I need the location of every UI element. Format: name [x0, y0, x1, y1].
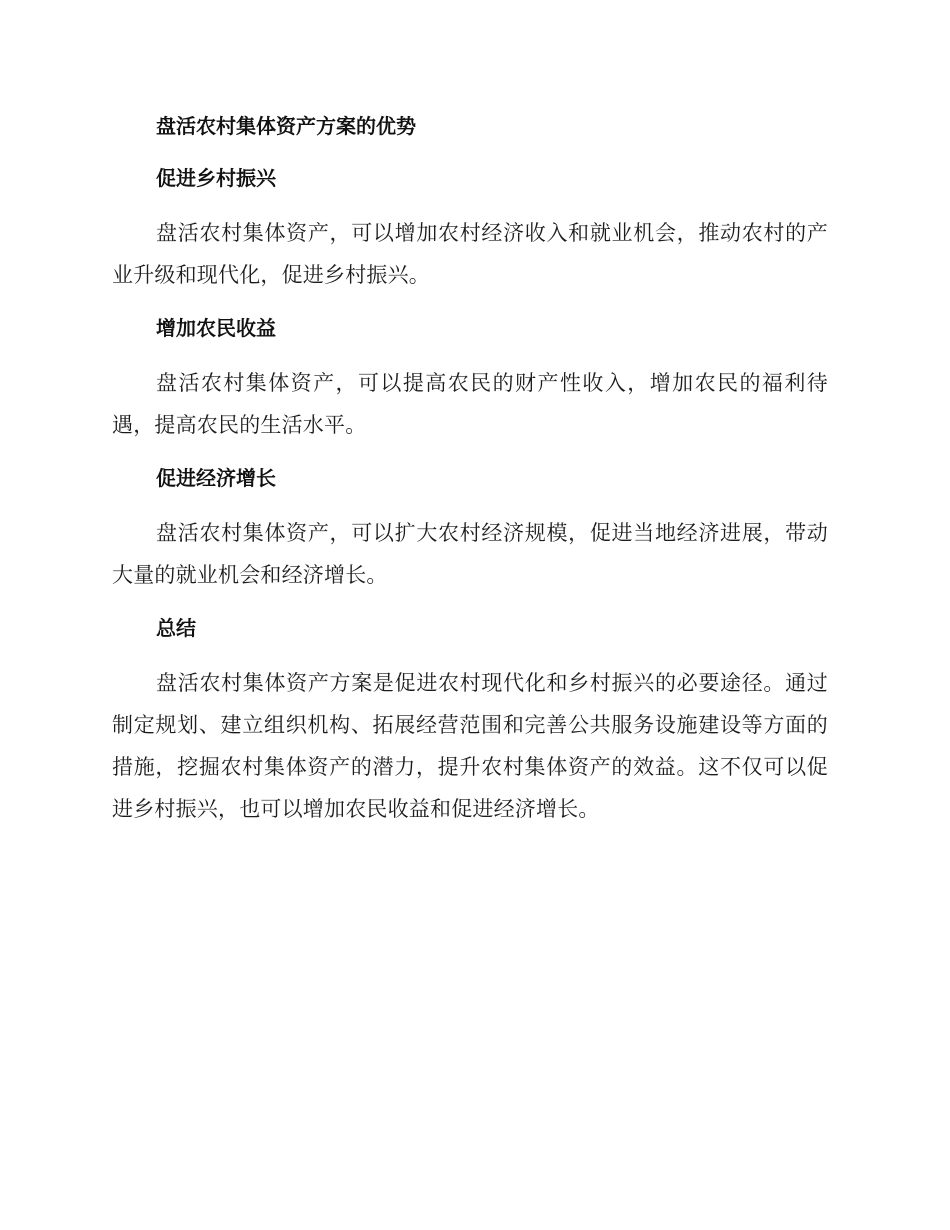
- section-paragraph-summary: 盘活农村集体资产方案是促进农村现代化和乡村振兴的必要途径。通过制定规划、建立组织机构、拓展经营范围和完善公共服务设施建设等方面的措施，挖掘农村集体资产的潜力，提升农村集体资产的效益。这不仅可以促进乡村振兴，也可以增加农民收益和促进经济增长。: [112, 671, 828, 821]
- section-heading-farmer-income: 增加农民收益: [156, 316, 276, 340]
- section-heading-economic-growth: 促进经济增长: [156, 466, 276, 490]
- section-paragraph-rural-revitalization: 盘活农村集体资产，可以增加农村经济收入和就业机会，推动农村的产业升级和现代化，促进乡村振兴。: [112, 221, 828, 287]
- section-heading-rural-revitalization: 促进乡村振兴: [156, 166, 276, 190]
- section-heading-summary: 总结: [156, 616, 196, 640]
- document-title: 盘活农村集体资产方案的优势: [156, 114, 416, 138]
- section-paragraph-farmer-income: 盘活农村集体资产，可以提高农民的财产性收入，增加农民的福利待遇，提高农民的生活水平。: [112, 371, 828, 437]
- document-body: [112, 108, 828, 844]
- section-paragraph-economic-growth: 盘活农村集体资产，可以扩大农村经济规模，促进当地经济进展，带动大量的就业机会和经济增长。: [112, 521, 828, 587]
